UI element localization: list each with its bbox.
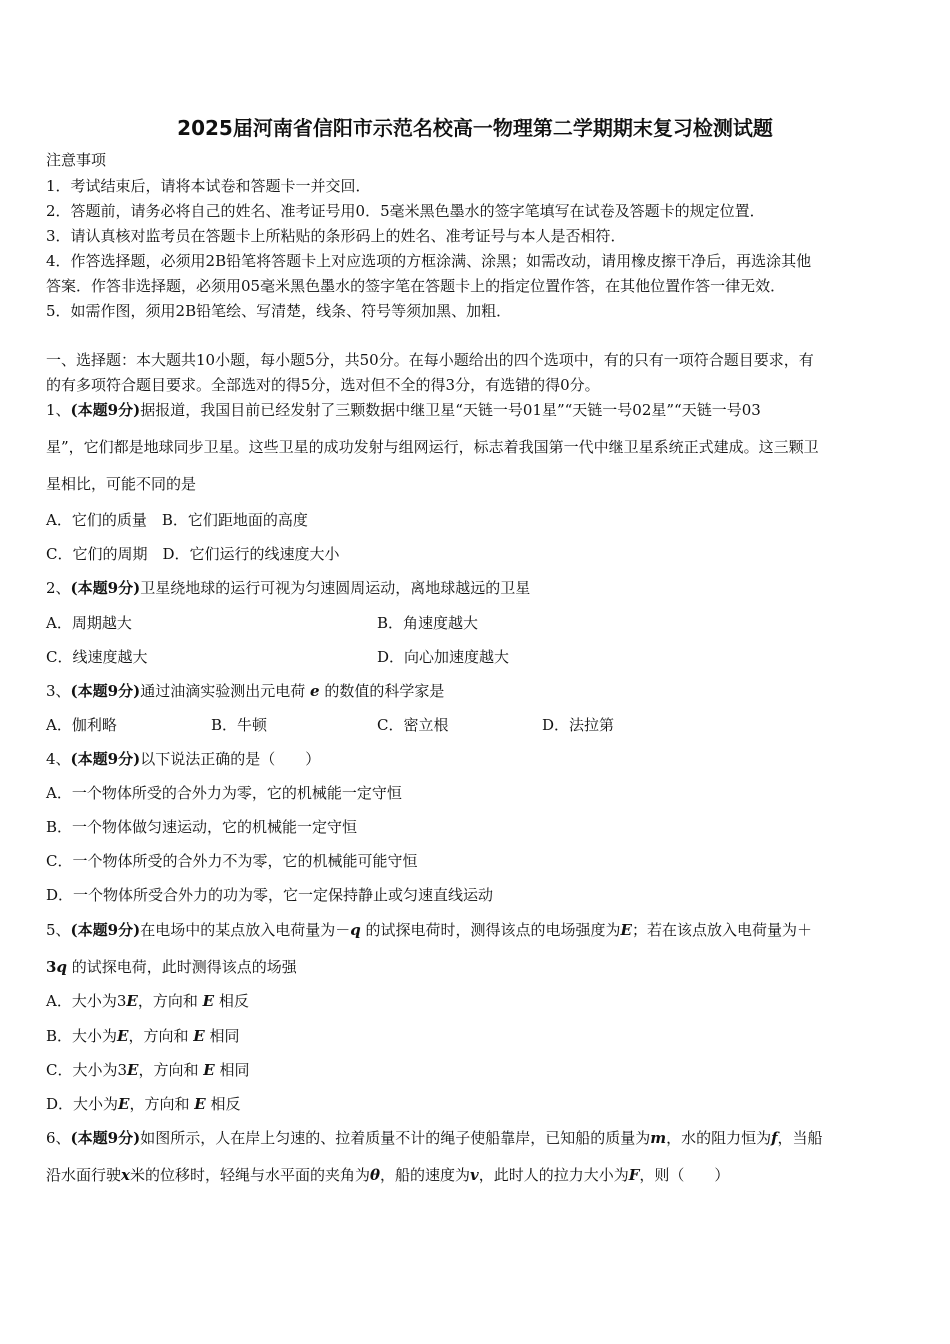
question-text: ；若在该点放入电荷量为＋ bbox=[631, 921, 812, 939]
question-text: ，则（ ） bbox=[639, 1166, 730, 1184]
question-number: 2、 bbox=[46, 579, 71, 597]
section-header-line: 一、选择题：本大题共10小题，每小题5分，共50分。在每小题给出的四个选项中，有的只有一项符合题目要求，有 bbox=[46, 351, 814, 369]
question-number: 4、 bbox=[46, 750, 71, 768]
variable: E bbox=[620, 921, 632, 939]
notice-item: 1．考试结束后，请将本试卷和答题卡一并交回． bbox=[46, 177, 371, 195]
variable: E bbox=[193, 1027, 205, 1045]
variable: F bbox=[628, 1166, 640, 1184]
variable: q bbox=[56, 958, 67, 976]
option-text: 相反 bbox=[218, 992, 249, 1010]
option-c: C．线速度越大 bbox=[46, 648, 148, 666]
question-text: ，船的速度为 bbox=[380, 1166, 471, 1184]
variable: E bbox=[194, 1095, 206, 1113]
notice-item: 4．作答选择题，必须用2B铅笔将答题卡上对应选项的方框涂满、涂黑；如需改动，请用橡皮擦干净后，再选涂其他 bbox=[46, 252, 812, 270]
question-number: 1、 bbox=[46, 401, 71, 419]
notice-item: 3．请认真核对监考员在答题卡上所粘贴的条形码上的姓名、准考证号与本人是否相符． bbox=[46, 227, 626, 245]
notice-heading: 注意事项 bbox=[46, 151, 107, 169]
option-b: B．一个物体做匀速运动，它的机械能一定守恒 bbox=[46, 818, 358, 836]
question-text: 的试探电荷时，测得该点的电场强度为 bbox=[365, 921, 621, 939]
option-text: 相同 bbox=[219, 1061, 250, 1079]
question-text: 如图所示，人在岸上匀速的、拉着质量不计的绳子使船靠岸，已知船的质量为 bbox=[140, 1129, 651, 1147]
section-header-line: 的有多项符合题目要求。全部选对的得5分，选对但不全的得3分，有选错的得0分。 bbox=[46, 376, 600, 394]
question-text: 米的位移时，轻绳与水平面的夹角为 bbox=[129, 1166, 370, 1184]
question-text: 以下说法正确的是（ ） bbox=[140, 750, 321, 768]
question-5-line bbox=[46, 920, 812, 940]
variable: x bbox=[121, 1166, 130, 1184]
question-number: 6、 bbox=[46, 1129, 71, 1147]
question-5-line bbox=[46, 957, 297, 977]
variable: E bbox=[202, 992, 215, 1010]
question-text: 通过油滴实验测出元电荷 bbox=[140, 682, 306, 700]
question-1-options-ab: A．它们的质量 B．它们距地面的高度 bbox=[46, 511, 308, 529]
question-text: 据报道，我国目前已经发射了三颗数据中继卫星“天链一号01星”“天链一号02星”“天链一号03 bbox=[140, 401, 761, 419]
question-text: 在电场中的某点放入电荷量为－ bbox=[140, 921, 351, 939]
notice-item: 2．答题前，请务必将自己的姓名、准考证号用0．5毫米黑色墨水的签字笔填写在试卷及答题卡的规定位置． bbox=[46, 202, 765, 220]
option-text: ，方向和 bbox=[137, 992, 198, 1010]
option-d: D．法拉第 bbox=[542, 716, 615, 734]
question-text: 的数值的科学家是 bbox=[324, 682, 445, 700]
option-text: A．大小为3 bbox=[46, 992, 127, 1010]
question-1-line: 星”，它们都是地球同步卫星。这些卫星的成功发射与组网运行，标志着我国第一代中继卫星系统正式建成。这三颗卫 bbox=[46, 438, 819, 456]
option-b bbox=[46, 1026, 240, 1046]
variable: E bbox=[127, 1061, 139, 1079]
question-text: 卫星绕地球的运行可视为匀速圆周运动，离地球越远的卫星 bbox=[140, 579, 531, 597]
option-d: D．向心加速度越大 bbox=[377, 648, 510, 666]
notice-item: 答案．作答非选择题，必须用05毫米黑色墨水的签字笔在答题卡上的指定位置作答，在其他位置作答一律无效． bbox=[46, 277, 786, 295]
question-1-options-cd: C．它们的周期 D．它们运行的线速度大小 bbox=[46, 545, 340, 563]
option-a: A．伽利略 bbox=[46, 716, 117, 734]
question-tag: (本题9分) bbox=[70, 401, 141, 419]
question-1-line: 星相比，可能不同的是 bbox=[46, 475, 197, 493]
question-tag: (本题9分) bbox=[70, 682, 141, 700]
question-6-line bbox=[46, 1128, 823, 1148]
variable: E bbox=[117, 1027, 129, 1045]
variable: θ bbox=[369, 1166, 380, 1184]
variable: E bbox=[203, 1061, 215, 1079]
option-a: A．一个物体所受的合外力为零，它的机械能一定守恒 bbox=[46, 784, 402, 802]
exam-title: 2025届河南省信阳市示范名校高一物理第二学期期末复习检测试题 bbox=[177, 116, 773, 140]
question-3-line bbox=[46, 681, 444, 701]
option-c: C．密立根 bbox=[377, 716, 449, 734]
question-4-line bbox=[46, 749, 320, 769]
option-text: C．大小为3 bbox=[46, 1061, 128, 1079]
variable: q bbox=[350, 921, 361, 939]
variable: v bbox=[470, 1166, 479, 1184]
question-tag: (本题9分) bbox=[70, 1129, 141, 1147]
question-2-line bbox=[46, 578, 530, 598]
option-d bbox=[46, 1094, 241, 1114]
option-text: ，方向和 bbox=[138, 1061, 199, 1079]
question-text: ，当船 bbox=[777, 1129, 823, 1147]
variable: E bbox=[126, 992, 138, 1010]
option-text: 相同 bbox=[209, 1027, 240, 1045]
option-b: B．牛顿 bbox=[211, 716, 268, 734]
question-tag: (本题9分) bbox=[70, 921, 141, 939]
question-1-line bbox=[46, 400, 761, 420]
question-number: 3、 bbox=[46, 682, 71, 700]
number: 3 bbox=[46, 958, 57, 976]
option-c: C．一个物体所受的合外力不为零，它的机械能可能守恒 bbox=[46, 852, 418, 870]
question-6-line bbox=[46, 1165, 729, 1185]
option-text: B．大小为 bbox=[46, 1027, 118, 1045]
question-text: 沿水面行驶 bbox=[46, 1166, 122, 1184]
option-c bbox=[46, 1060, 250, 1080]
variable: f bbox=[771, 1129, 778, 1147]
option-text: 相反 bbox=[210, 1095, 241, 1113]
question-number: 5、 bbox=[46, 921, 71, 939]
variable: e bbox=[309, 682, 320, 700]
question-text: ，水的阻力恒为 bbox=[666, 1129, 772, 1147]
question-text: ，此时人的拉力大小为 bbox=[478, 1166, 629, 1184]
notice-item: 5．如需作图，须用2B铅笔绘、写清楚，线条、符号等须加黑、加粗． bbox=[46, 302, 512, 320]
option-a bbox=[46, 991, 249, 1011]
variable: E bbox=[118, 1095, 130, 1113]
option-text: ，方向和 bbox=[128, 1027, 189, 1045]
question-text: 的试探电荷，此时测得该点的场强 bbox=[71, 958, 297, 976]
question-tag: (本题9分) bbox=[70, 579, 141, 597]
option-text: D．大小为 bbox=[46, 1095, 119, 1113]
question-tag: (本题9分) bbox=[70, 750, 141, 768]
option-b: B．角速度越大 bbox=[377, 614, 479, 632]
variable: m bbox=[650, 1129, 667, 1147]
option-d: D．一个物体所受合外力的功为零，它一定保持静止或匀速直线运动 bbox=[46, 886, 494, 904]
option-text: ，方向和 bbox=[129, 1095, 190, 1113]
option-a: A．周期越大 bbox=[46, 614, 132, 632]
